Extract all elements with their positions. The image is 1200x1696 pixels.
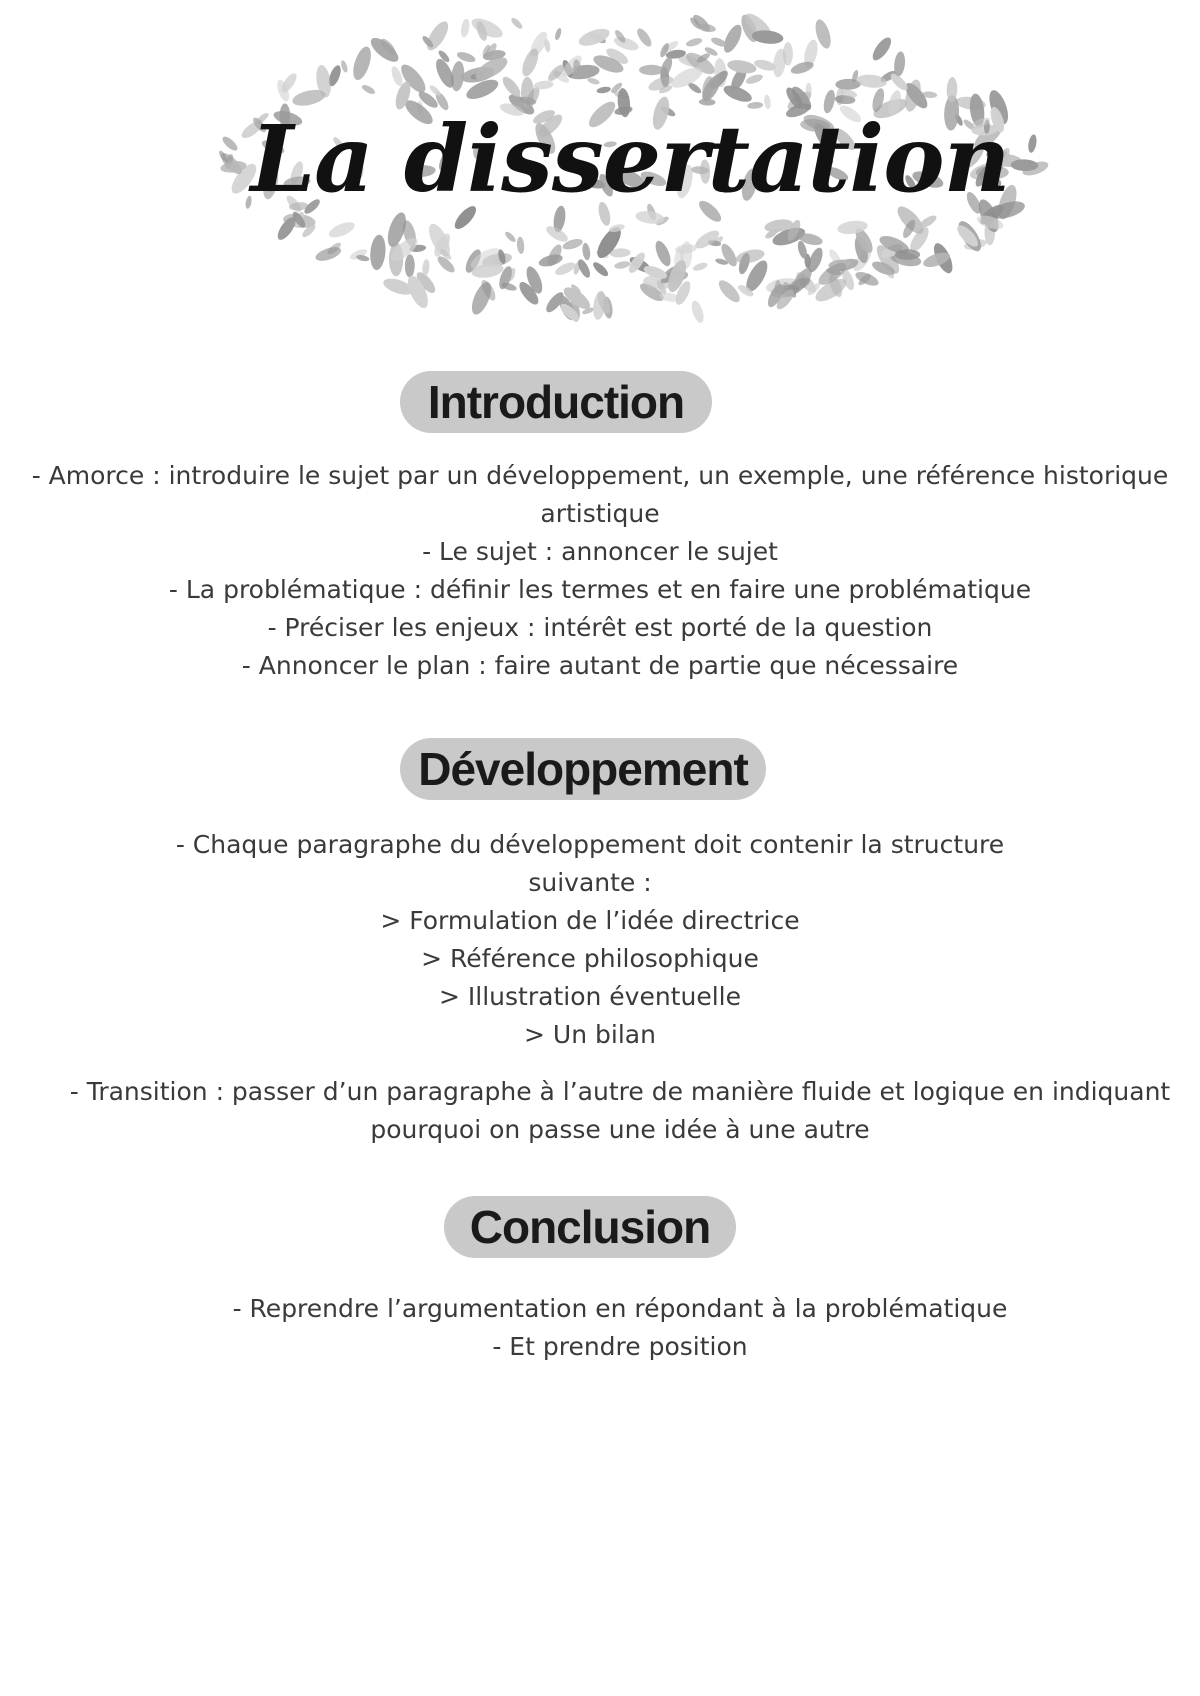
developpement-line: > Référence philosophique <box>421 944 759 973</box>
leaf-shape <box>596 86 611 94</box>
transition-body <box>40 1073 1200 1149</box>
leaf-shape <box>689 299 705 324</box>
leaf-shape <box>367 34 402 66</box>
leaf-shape <box>720 22 745 55</box>
leaf-shape <box>504 230 517 243</box>
leaf-shape <box>340 60 349 74</box>
page-title: La dissertation <box>250 105 1010 213</box>
leaf-shape <box>369 234 387 271</box>
leaf-shape <box>405 254 415 277</box>
introduction-line: - La problématique : définir les termes et en faire une problématique <box>168 575 1032 604</box>
leaf-shape <box>581 242 591 260</box>
leaf-shape <box>745 73 764 86</box>
title-banner <box>190 0 1070 330</box>
leaf-shape <box>895 249 920 260</box>
leaf-shape <box>516 236 525 254</box>
conclusion-line: - Reprendre l’argumentation en répondant à la problématique <box>232 1294 1008 1323</box>
leaf-shape <box>715 277 743 306</box>
leaf-shape <box>726 58 757 75</box>
leaf-shape <box>783 42 793 66</box>
transition-line: - Transition : passer d’un paragraphe à l’autre de manière fluide et logique en indiquant <box>69 1077 1171 1106</box>
leaf-shape <box>510 16 524 30</box>
conclusion-body <box>140 1290 1100 1366</box>
introduction-line: artistique <box>540 499 660 528</box>
conclusion-line: - Et prendre position <box>492 1332 748 1361</box>
developpement-line: > Illustration éventuelle <box>439 982 741 1011</box>
developpement-line: suivante : <box>528 868 652 897</box>
leaf-shape <box>685 36 703 48</box>
leaf-shape <box>591 260 610 278</box>
leaf-shape <box>361 83 377 96</box>
developpement-line: - Chaque paragraphe du développement doit contenir la structure <box>175 830 1005 859</box>
developpement-heading: Développement <box>400 738 766 800</box>
transition-line: pourquoi on passe une idée à une autre <box>370 1115 870 1144</box>
developpement-line: > Formulation de l’idée directrice <box>380 906 800 935</box>
leaf-shape <box>327 219 357 240</box>
leaf-shape <box>587 77 601 86</box>
leaf-shape <box>614 260 631 270</box>
leaf-shape <box>350 44 375 82</box>
introduction-line: - Préciser les enjeux : intérêt est porté de la question <box>267 613 933 642</box>
introduction-heading: Introduction <box>400 371 712 433</box>
leaf-shape <box>869 35 894 64</box>
introduction-line: - Annoncer le plan : faire autant de partie que nécessaire <box>241 651 959 680</box>
leaf-shape <box>460 18 471 38</box>
leaf-shape <box>692 261 709 272</box>
leaf-shape <box>653 239 674 268</box>
introduction-body <box>20 457 1180 685</box>
leaf-shape <box>577 25 612 49</box>
developpement-line: > Un bilan <box>524 1020 656 1049</box>
leaf-shape <box>554 27 563 40</box>
leaf-shape <box>469 15 505 42</box>
leaf-shape <box>423 18 452 53</box>
leaf-shape <box>718 242 739 269</box>
introduction-line: - Le sujet : annoncer le sujet <box>422 537 778 566</box>
conclusion-heading: Conclusion <box>444 1196 736 1258</box>
leaf-shape <box>639 65 664 75</box>
developpement-body <box>140 826 1040 1054</box>
leaf-shape <box>856 73 888 89</box>
introduction-line: - Amorce : introduire le sujet par un développement, un exemple, une référence historique <box>31 461 1169 490</box>
